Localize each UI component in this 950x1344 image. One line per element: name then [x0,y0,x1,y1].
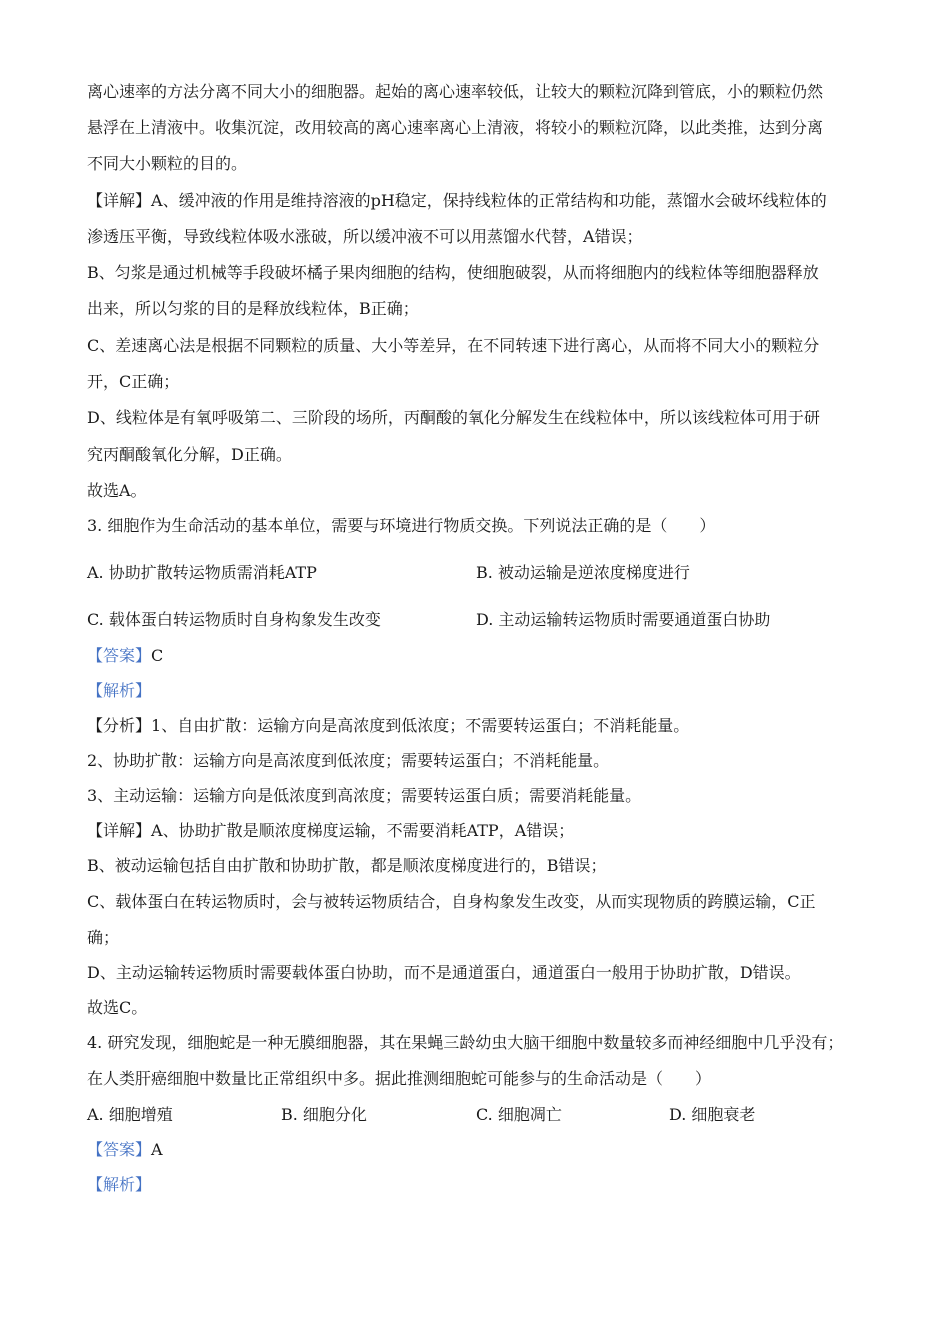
detail-tag: 【详解】 [87,821,152,840]
q3-analysis-tag: 【解析】 [87,681,152,700]
detail-tag: 【详解】 [87,191,152,210]
q2-detail-a-line-2: 渗透压平衡，导致线粒体吸水涨破，所以缓冲液不可以用蒸馏水代替，A错误； [87,227,643,246]
intro-line-2: 悬浮在上清液中。收集沉淀，改用较高的离心速率离心上清液，将较小的颗粒沉降，以此类推，达到分离 [87,118,824,137]
q2-conclusion: 故选A。 [87,481,147,500]
answer-tag: 【答案】 [87,646,152,665]
fenxi-tag: 【分析】 [87,716,152,735]
q3-conclusion: 故选C。 [87,998,148,1017]
answer-tag: 【答案】 [87,1140,152,1159]
q2-detail-c-line-1: C、差速离心法是根据不同颗粒的质量、大小等差异，在不同转速下进行离心，从而将不同大小的颗粒分 [87,336,820,355]
intro-line-1: 离心速率的方法分离不同大小的细胞器。起始的离心速率较低，让较大的颗粒沉降到管底，小的颗粒仍然 [87,82,824,101]
q2-detail-d-line-2: 究丙酮酸氧化分解，D正确。 [87,445,292,464]
q3-option-a: A. 协助扩散转运物质需消耗ATP [87,563,317,582]
q4-option-a: A. 细胞增殖 [87,1105,173,1124]
q3-option-d: D. 主动运输转运物质时需要通道蛋白协助 [476,610,771,629]
q3-fenxi-line-1 [87,716,689,736]
q3-detail-b: B、被动运输包括自由扩散和协助扩散，都是顺浓度梯度进行的，B错误； [87,856,607,875]
detail-text: A、缓冲液的作用是维持溶液的pH稳定，保持线粒体的正常结构和功能，蒸馏水会破坏线粒体的 [151,191,827,210]
q3-option-b: B. 被动运输是逆浓度梯度进行 [476,563,690,582]
q3-fenxi-line-2: 2、协助扩散：运输方向是高浓度到低浓度；需要转运蛋白；不消耗能量。 [87,751,610,770]
detail-text: A、协助扩散是顺浓度梯度运输，不需要消耗ATP，A错误； [151,821,575,840]
q4-option-b: B. 细胞分化 [281,1105,367,1124]
answer-value: A [151,1140,163,1159]
q3-stem: 3. 细胞作为生命活动的基本单位，需要与环境进行物质交换。下列说法正确的是（ ） [87,516,716,535]
q3-detail-c-line-1: C、载体蛋白在转运物质时，会与被转运物质结合，自身构象发生改变，从而实现物质的跨膜运输，C正 [87,892,816,911]
q3-detail-d: D、主动运输转运物质时需要载体蛋白协助，而不是通道蛋白，通道蛋白一般用于协助扩散，D错误。 [87,963,801,982]
fenxi-text: 1、自由扩散：运输方向是高浓度到低浓度；不需要转运蛋白；不消耗能量。 [151,716,690,735]
q2-detail-a-line-1 [87,191,827,211]
q3-fenxi-line-3: 3、主动运输：运输方向是低浓度到高浓度；需要转运蛋白质；需要消耗能量。 [87,786,642,805]
q4-answer [87,1140,163,1160]
q2-detail-b-line-1: B、匀浆是通过机械等手段破坏橘子果肉细胞的结构，使细胞破裂，从而将细胞内的线粒体等细胞器释放 [87,263,819,282]
q2-detail-c-line-2: 开，C正确； [87,372,180,391]
q4-option-d: D. 细胞衰老 [669,1105,756,1124]
answer-value: C [151,646,164,665]
q2-detail-d-line-1: D、线粒体是有氧呼吸第二、三阶段的场所，丙酮酸的氧化分解发生在线粒体中，所以该线粒体可用于研 [87,408,820,427]
q4-analysis-tag: 【解析】 [87,1175,152,1194]
q3-option-c: C. 载体蛋白转运物质时自身构象发生改变 [87,610,381,629]
q2-detail-b-line-2: 出来，所以匀浆的目的是释放线粒体，B正确； [87,299,419,318]
q4-stem-line-2: 在人类肝癌细胞中数量比正常组织中多。据此推测细胞蛇可能参与的生命活动是（ ） [87,1069,712,1088]
q4-stem-line-1: 4. 研究发现，细胞蛇是一种无膜细胞器，其在果蝇三龄幼虫大脑干细胞中数量较多而神经细胞中几乎没有； [87,1033,844,1052]
q3-detail-c-line-2: 确； [87,928,120,947]
q4-option-c: C. 细胞凋亡 [476,1105,562,1124]
q3-answer [87,646,163,666]
q3-detail-a [87,821,574,841]
intro-line-3: 不同大小颗粒的目的。 [87,154,248,173]
